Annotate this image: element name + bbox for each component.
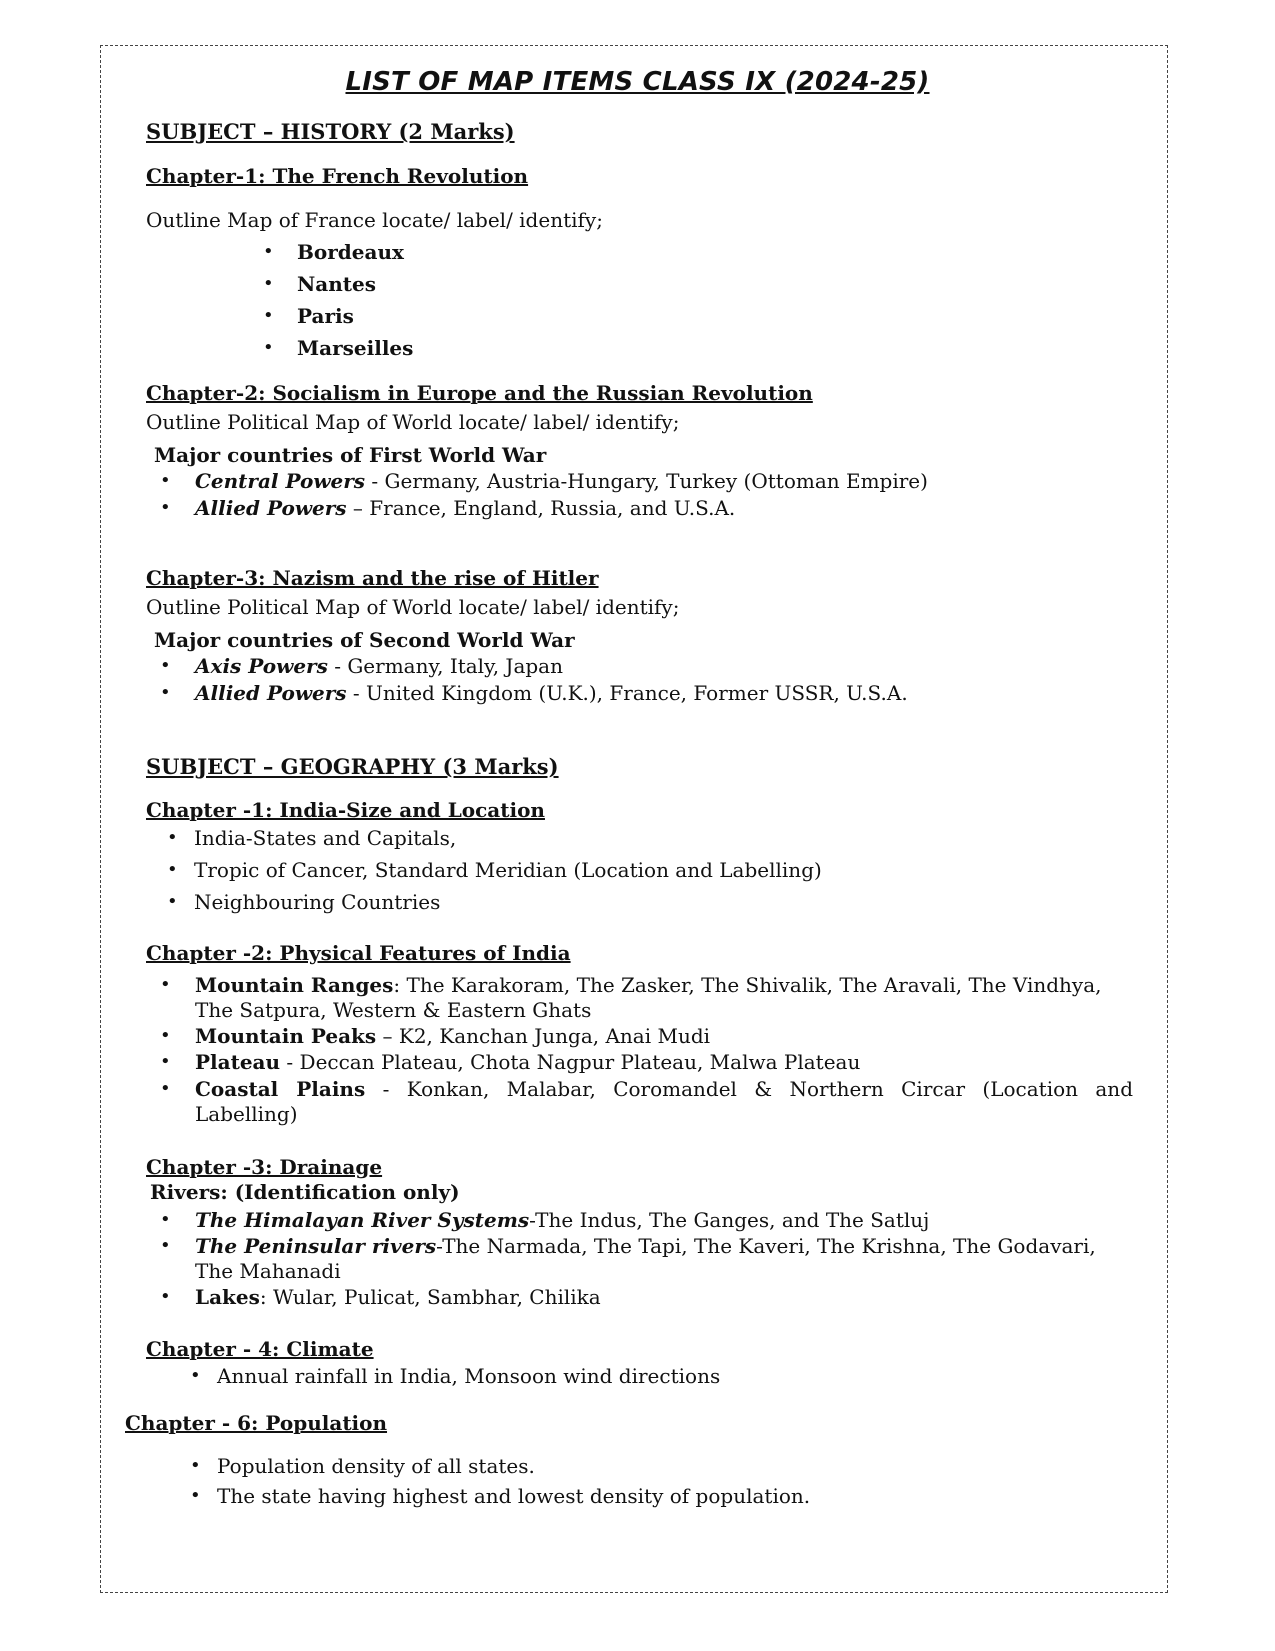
bullet: • <box>160 470 171 491</box>
bullet: • <box>167 891 178 912</box>
list-item-label: Allied Powers <box>195 681 347 705</box>
bullet: • <box>160 682 171 703</box>
history-chapter-1-intro: Outline Map of France locate/ label/ identify; <box>146 208 603 232</box>
list-item-lakes <box>195 1285 601 1309</box>
list-item-bordeaux: Bordeaux <box>297 240 404 264</box>
history-subject-heading: SUBJECT – HISTORY (2 Marks) <box>146 119 515 144</box>
bullet: • <box>263 337 274 358</box>
history-chapter-3-title: Chapter-3: Nazism and the rise of Hitler <box>146 566 599 590</box>
bullet: • <box>160 1235 171 1256</box>
list-item-axis-powers <box>195 654 563 678</box>
geography-chapter-6-title: Chapter - 6: Population <box>125 1411 388 1435</box>
list-item: Annual rainfall in India, Monsoon wind directions <box>217 1364 721 1388</box>
list-item-himalayan-rivers <box>195 1208 929 1232</box>
geography-subject-heading: SUBJECT – GEOGRAPHY (3 Marks) <box>146 754 559 779</box>
list-item-continuation: The Mahanadi <box>195 1259 341 1283</box>
list-item-text: - Konkan, Malabar, Coromandel & Northern Circar (Location and <box>365 1077 1133 1101</box>
geography-chapter-4-title: Chapter - 4: Climate <box>146 1337 374 1361</box>
page-title: LIST OF MAP ITEMS CLASS IX (2024-25) <box>345 67 930 97</box>
bullet: • <box>160 1209 171 1230</box>
geography-chapter-3-title: Chapter -3: Drainage <box>146 1155 383 1179</box>
list-item: The state having highest and lowest density of population. <box>217 1484 811 1508</box>
list-item-mountain-ranges <box>195 973 1102 997</box>
list-item-label: Plateau <box>195 1050 281 1074</box>
bullet: • <box>263 241 274 262</box>
list-item-central-powers <box>195 469 928 493</box>
list-item-nantes: Nantes <box>297 272 377 296</box>
bullet: • <box>190 1455 201 1476</box>
list-item-continuation: The Satpura, Western & Eastern Ghats <box>195 998 592 1022</box>
list-item-label: Mountain Ranges <box>195 973 394 997</box>
bullet: • <box>167 859 178 880</box>
bullet: • <box>190 1485 201 1506</box>
list-item-mountain-peaks <box>195 1024 710 1048</box>
geography-chapter-1-title: Chapter -1: India-Size and Location <box>146 798 545 822</box>
history-chapter-2-title: Chapter-2: Socialism in Europe and the Russian Revolution <box>146 381 813 405</box>
list-item-label: Central Powers <box>195 469 366 493</box>
list-item-allied-powers-ww2 <box>195 681 908 705</box>
list-item-continuation: Labelling) <box>195 1102 298 1126</box>
bullet: • <box>160 497 171 518</box>
list-item-plateau <box>195 1050 860 1074</box>
bullet: • <box>190 1365 201 1386</box>
list-item-coastal-plains <box>195 1077 1133 1101</box>
bullet: • <box>263 273 274 294</box>
bullet: • <box>160 1078 171 1099</box>
bullet: • <box>167 827 178 848</box>
list-item-text: - Germany, Italy, Japan <box>327 654 563 678</box>
history-chapter-3-intro: Outline Political Map of World locate/ label/ identify; <box>146 595 680 619</box>
list-item-label: Coastal Plains <box>195 1077 366 1101</box>
list-item-label: The Peninsular rivers <box>195 1234 437 1258</box>
list-item-text: - Deccan Plateau, Chota Nagpur Plateau, Malwa Plateau <box>280 1050 861 1074</box>
bullet: • <box>160 655 171 676</box>
list-item-marseilles: Marseilles <box>297 336 414 360</box>
bullet: • <box>160 1286 171 1307</box>
list-item-label: Lakes <box>195 1285 260 1309</box>
list-item: Neighbouring Countries <box>194 890 441 914</box>
list-item-text: -The Indus, The Ganges, and The Satluj <box>529 1208 930 1232</box>
list-item: Tropic of Cancer, Standard Meridian (Location and Labelling) <box>194 858 822 882</box>
list-item-allied-powers <box>195 496 735 520</box>
bullet: • <box>160 1051 171 1072</box>
history-chapter-2-major-heading: Major countries of First World War <box>154 443 547 467</box>
list-item-text: - United Kingdom (U.K.), France, Former USSR, U.S.A. <box>346 681 908 705</box>
list-item-peninsular-rivers <box>195 1234 1096 1258</box>
list-item-text: : Wular, Pulicat, Sambhar, Chilika <box>259 1285 601 1309</box>
history-chapter-1-title: Chapter-1: The French Revolution <box>146 164 529 188</box>
list-item-text: – K2, Kanchan Junga, Anai Mudi <box>376 1024 711 1048</box>
list-item-text: - Germany, Austria-Hungary, Turkey (Ottoman Empire) <box>365 469 928 493</box>
bullet: • <box>160 1025 171 1046</box>
list-item-text: : The Karakoram, The Zasker, The Shivalik, The Aravali, The Vindhya, <box>393 973 1102 997</box>
bullet: • <box>160 974 171 995</box>
geography-chapter-3-subheading: Rivers: (Identification only) <box>150 1180 460 1204</box>
list-item-label: Mountain Peaks <box>195 1024 377 1048</box>
list-item-label: The Himalayan River Systems <box>195 1208 530 1232</box>
list-item-text: -The Narmada, The Tapi, The Kaveri, The Krishna, The Godavari, <box>436 1234 1096 1258</box>
history-chapter-2-intro: Outline Political Map of World locate/ label/ identify; <box>146 410 680 434</box>
list-item-paris: Paris <box>297 304 354 328</box>
list-item: India-States and Capitals, <box>194 826 457 850</box>
list-item: Population density of all states. <box>217 1454 535 1478</box>
list-item-label: Axis Powers <box>195 654 328 678</box>
bullet: • <box>263 305 274 326</box>
list-item-text: – France, England, Russia, and U.S.A. <box>346 496 736 520</box>
geography-chapter-2-title: Chapter -2: Physical Features of India <box>146 941 571 965</box>
list-item-label: Allied Powers <box>195 496 347 520</box>
history-chapter-3-major-heading: Major countries of Second World War <box>154 628 575 652</box>
